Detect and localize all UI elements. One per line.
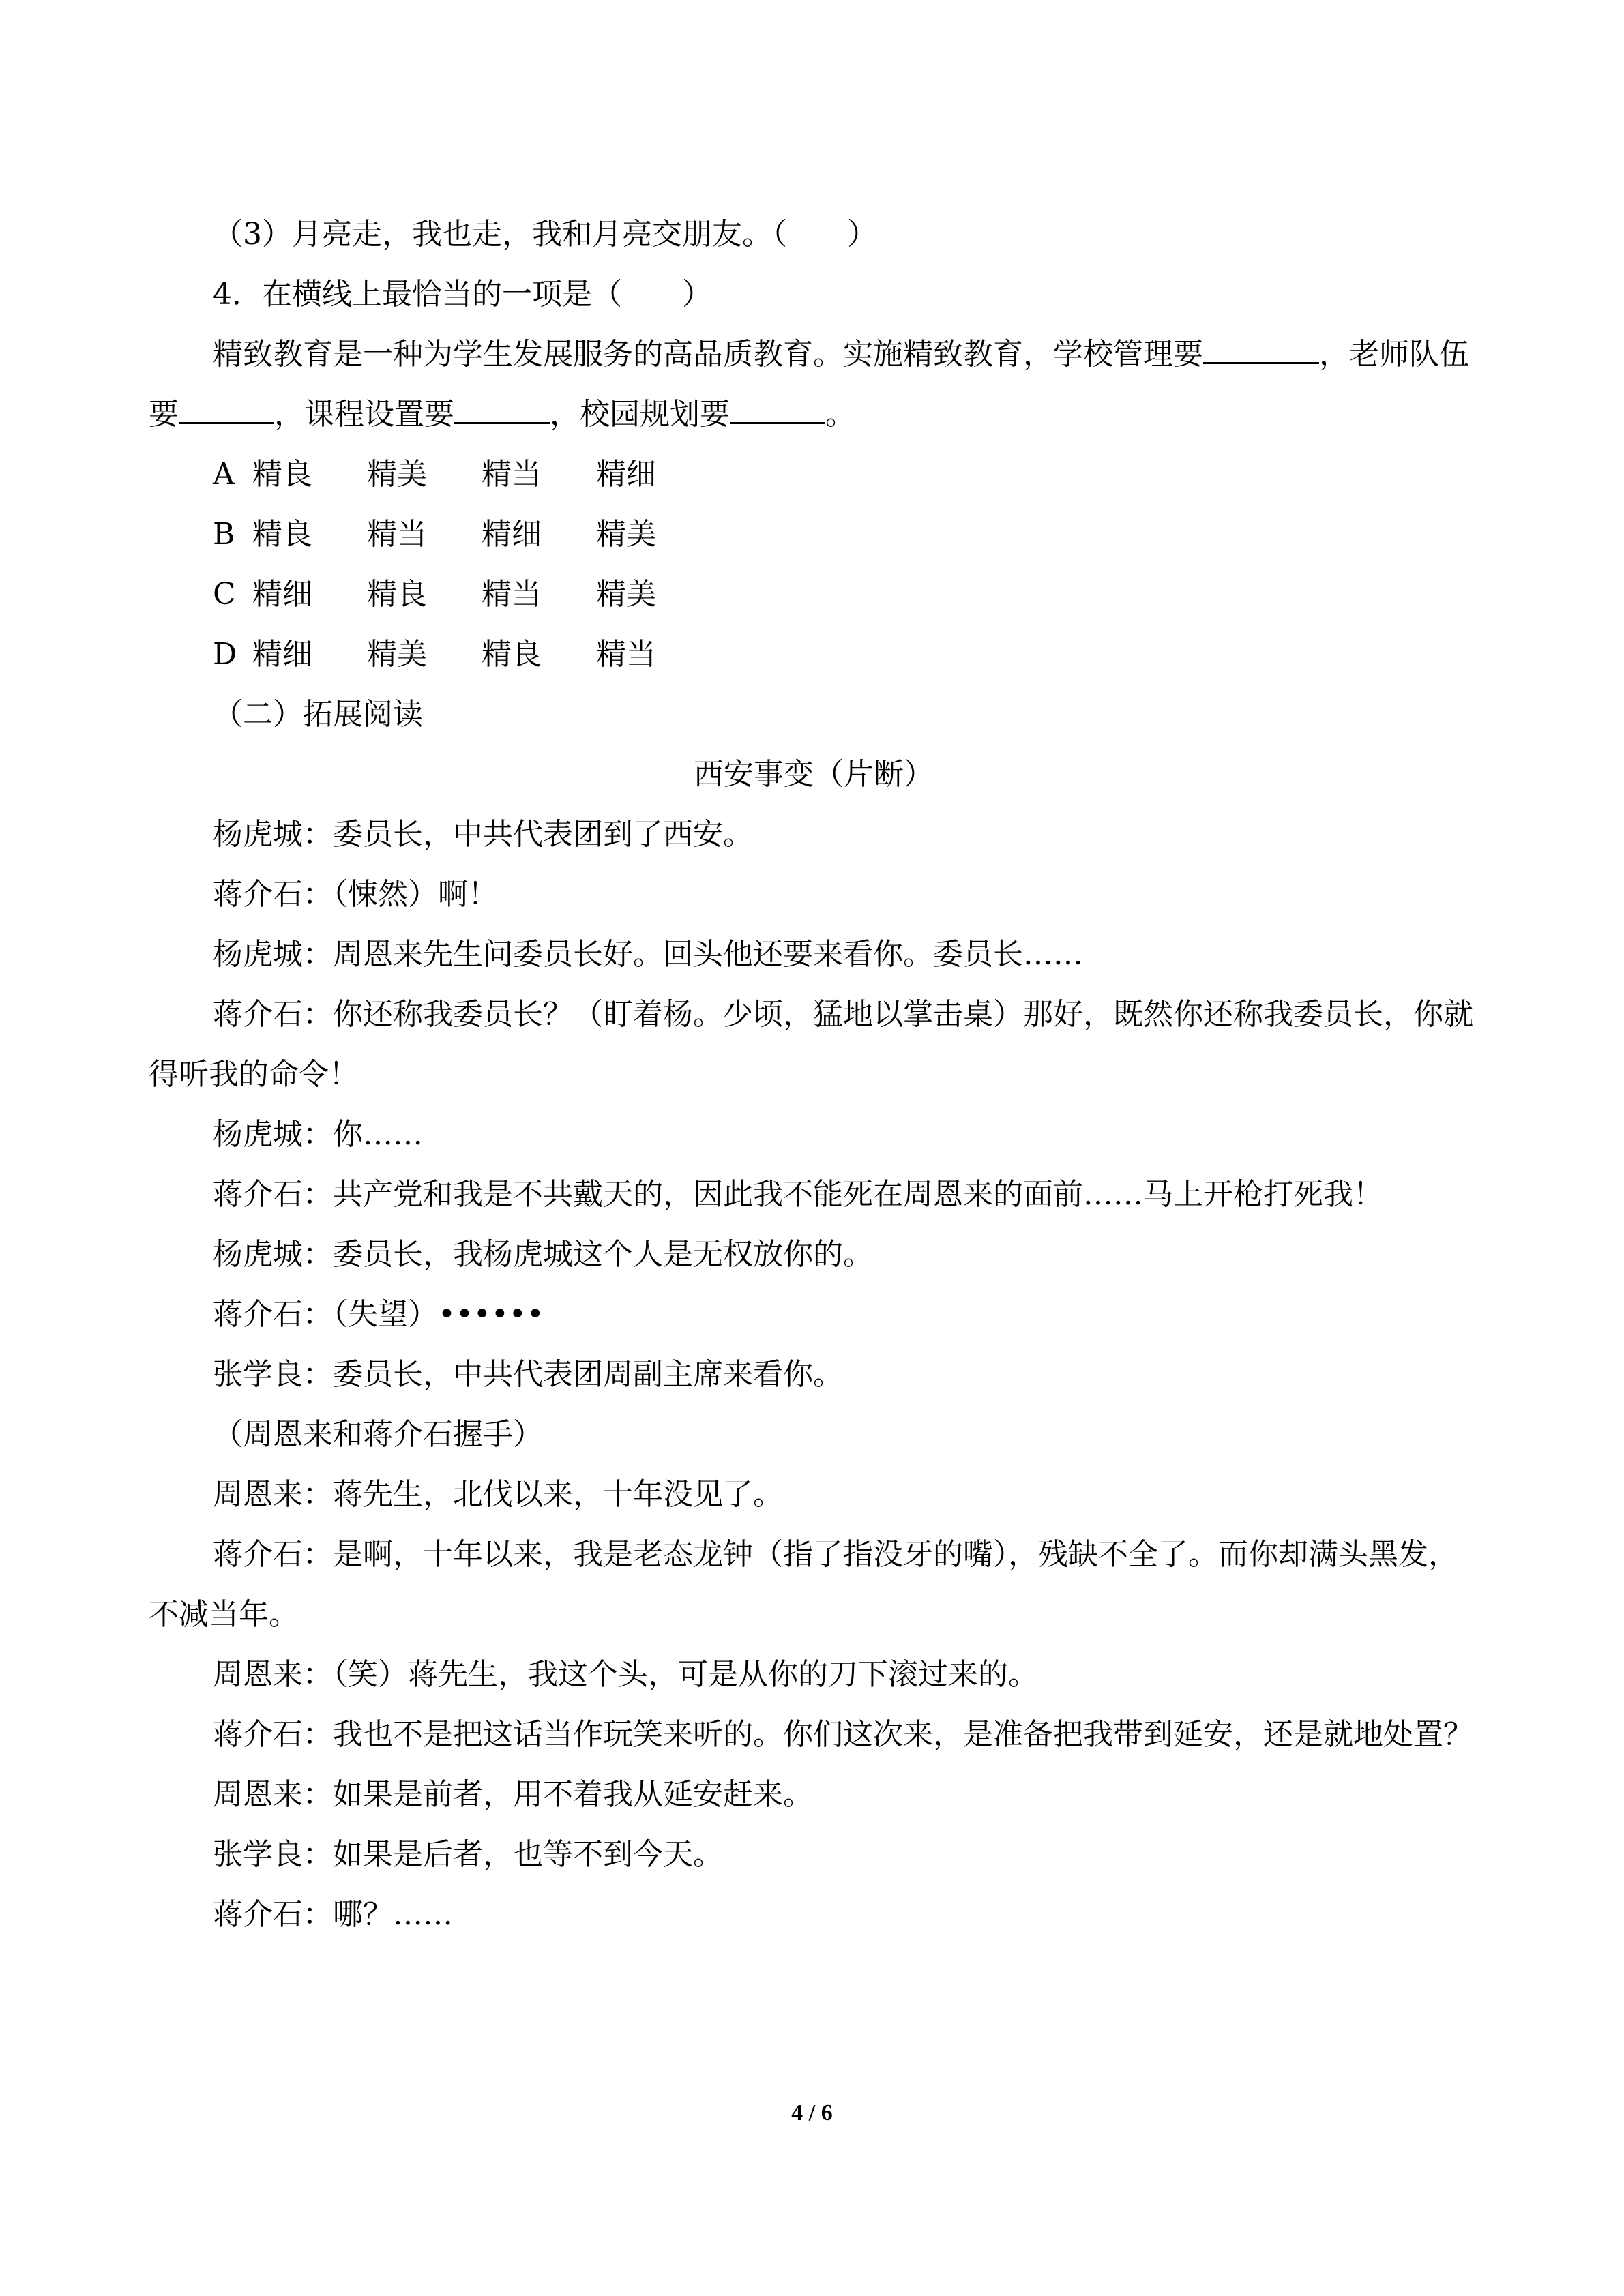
option-letter: A [213,457,235,492]
passage-title: 西安事变（片断） [694,757,934,792]
fill-blank-4[interactable] [730,392,825,424]
option-word: 精良 [252,517,312,552]
question-3-sub-3: （3）月亮走，我也走，我和月亮交朋友。（ ） [213,217,877,252]
option-word: 精细 [252,577,312,612]
option-d [149,625,1479,685]
option-word: 精良 [367,577,427,612]
fill-blank-2[interactable] [179,392,274,424]
option-letter: C [213,577,236,612]
option-word: 精美 [367,637,427,672]
dialogue-line: 周恩来：如果是前者，用不着我从延安赶来。 [213,1777,813,1812]
dialogue-line: 杨虎城：周恩来先生问委员长好。回头他还要来看你。委员长…… [213,937,1083,972]
dialogue-line: 蒋介石：（失望）•••••• [213,1297,544,1332]
option-letter: D [213,637,237,672]
stage-direction: （周恩来和蒋介石握手） [213,1417,543,1452]
section-title: （二）拓展阅读 [213,697,423,732]
question-4-stem-part1: 精致教育是一种为学生发展服务的高品质教育。实施精致教育，学校管理要 [213,337,1203,372]
dialogue-line: 蒋介石：我也不是把这话当作玩笑来听的。你们这次来，是准备把我带到延安，还是就地处置？ [213,1717,1473,1752]
option-word: 精美 [367,457,427,492]
option-word: 精美 [596,577,656,612]
option-c [149,565,1479,625]
dialogue-line: 杨虎城：委员长，中共代表团到了西安。 [213,817,753,852]
option-word: 精当 [482,457,542,492]
option-a [149,445,1479,505]
dialogue-line: 张学良：委员长，中共代表团周副主席来看你。 [213,1357,843,1392]
option-word: 精细 [252,637,312,672]
option-word: 精细 [596,457,656,492]
dialogue-line: 蒋介石：哪？…… [213,1897,453,1932]
question-4-stem-part4: ，校园规划要 [550,397,730,432]
fill-blank-3[interactable] [454,392,550,424]
dialogue-line: 蒋介石：你还称我委员长？（盯着杨。少顷，猛地以掌击桌）那好，既然你还称我委员长，你就得听我的命令！ [149,997,1473,1092]
option-letter: B [213,517,235,552]
dialogue-line: 周恩来：（笑）蒋先生，我这个头，可是从你的刀下滚过来的。 [213,1657,1038,1692]
dialogue-line: 蒋介石：（悚然）啊！ [213,877,498,912]
dialogue-line: 杨虎城：委员长，我杨虎城这个人是无权放你的。 [213,1237,873,1272]
option-word: 精良 [482,637,542,672]
fill-blank-1[interactable] [1203,332,1319,364]
dialogue-line: 张学良：如果是后者，也等不到今天。 [213,1837,723,1872]
dialogue-line: 蒋介石：是啊，十年以来，我是老态龙钟（指了指没牙的嘴），残缺不全了。而你却满头黑发，不减当年。 [149,1537,1458,1632]
option-b [149,505,1479,565]
question-4-stem-part2: ，老师队伍要 [149,337,1469,432]
option-word: 精当 [482,577,542,612]
option-word: 精良 [252,457,312,492]
question-4-stem [149,325,1479,445]
page-number: 4 / 6 [791,2100,833,2126]
option-word: 精细 [482,517,542,552]
question-4-stem-part3: ，课程设置要 [274,397,454,432]
question-4-title: 4．在横线上最恰当的一项是（ ） [213,277,712,312]
option-word: 精当 [596,637,656,672]
dialogue-line: 杨虎城：你…… [213,1117,423,1152]
page-content [149,205,1479,1945]
option-word: 精当 [367,517,427,552]
dialogue-line: 蒋介石：共产党和我是不共戴天的，因此我不能死在周恩来的面前……马上开枪打死我！ [213,1177,1383,1212]
question-4-stem-part5: 。 [825,397,855,432]
dialogue-line: 周恩来：蒋先生，北伐以来，十年没见了。 [213,1477,783,1512]
option-word: 精美 [596,517,656,552]
